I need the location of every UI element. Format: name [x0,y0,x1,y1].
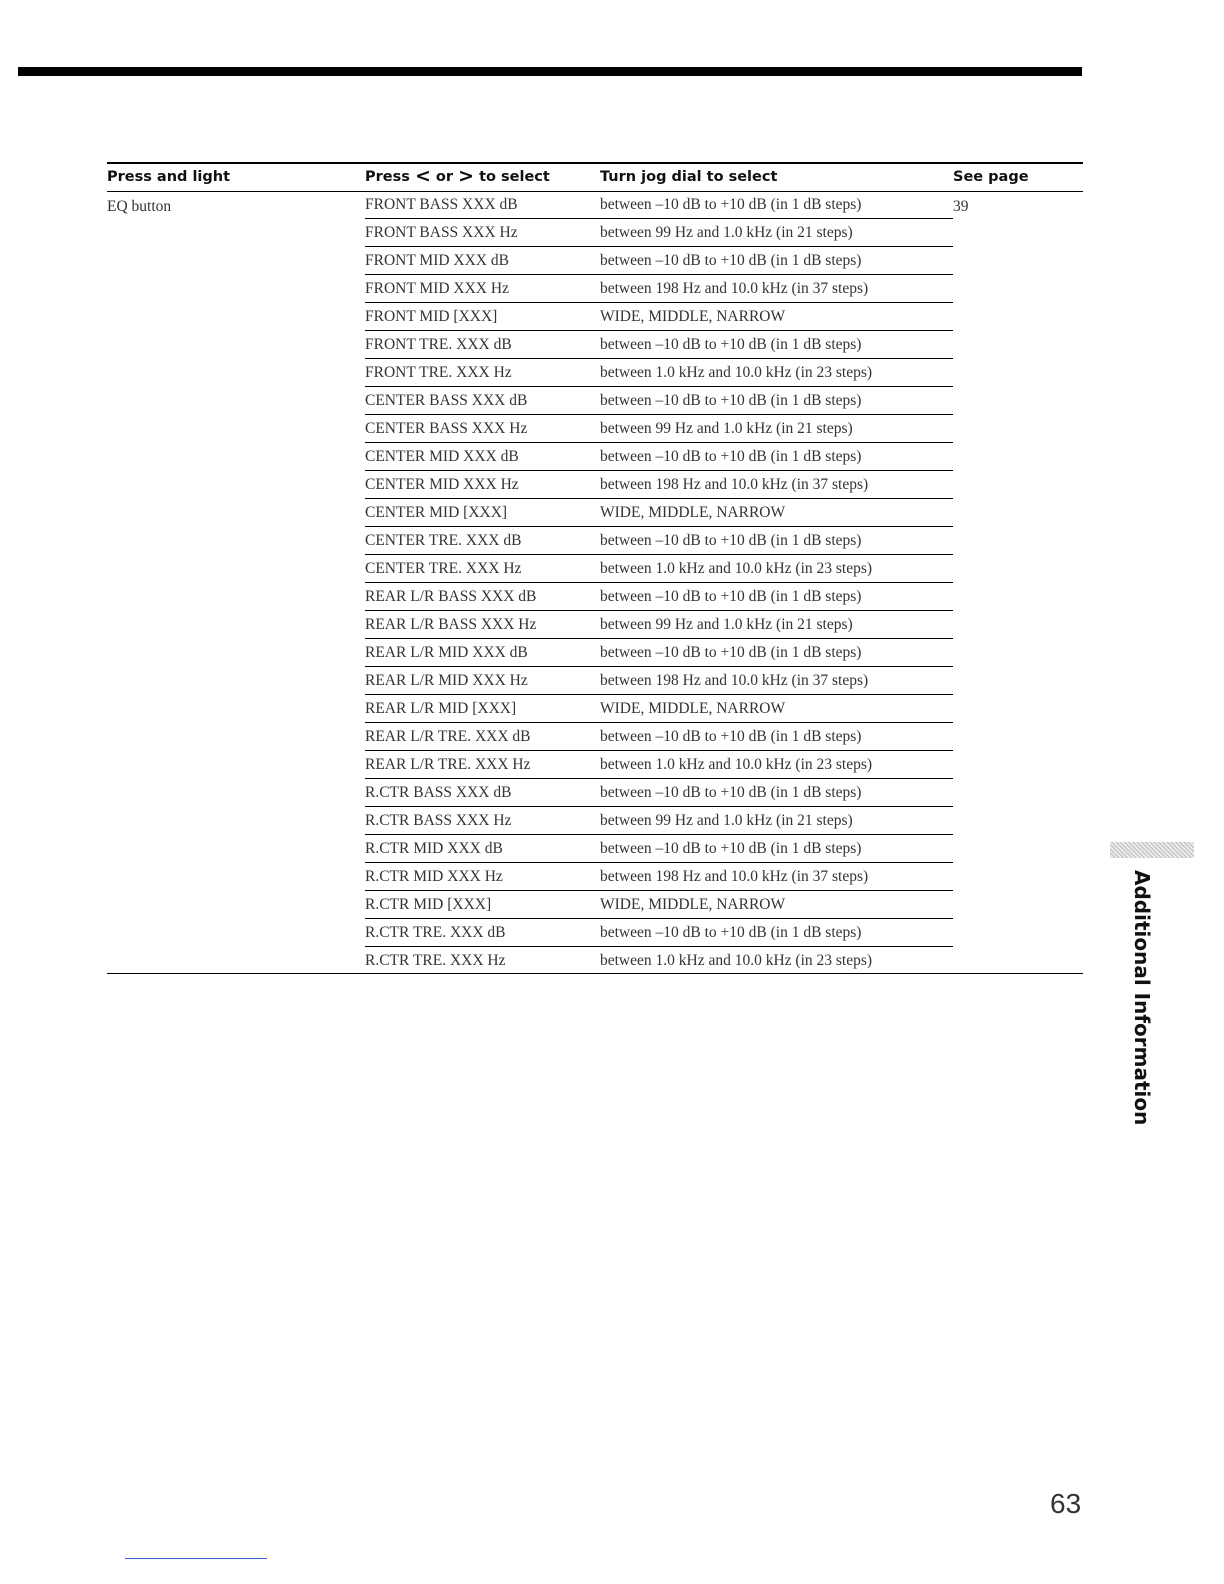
select-item: R.CTR BASS XXX Hz [365,812,512,829]
select-item: FRONT MID XXX dB [365,252,509,269]
select-item: REAR L/R MID XXX dB [365,644,528,661]
select-item: REAR L/R TRE. XXX dB [365,728,531,745]
jog-range: between 198 Hz and 10.0 kHz (in 37 steps) [600,672,869,689]
select-item: R.CTR TRE. XXX Hz [365,952,506,969]
jog-range: between 1.0 kHz and 10.0 kHz (in 23 steps) [600,364,873,381]
select-item: R.CTR BASS XXX dB [365,784,512,801]
jog-range: between 198 Hz and 10.0 kHz (in 37 steps) [600,476,869,493]
jog-range: WIDE, MIDDLE, NARROW [600,700,786,717]
page-number: 63 [1050,1488,1082,1519]
header-press-or: or [435,169,454,185]
jog-range: between 99 Hz and 1.0 kHz (in 21 steps) [600,812,853,829]
select-item: CENTER TRE. XXX Hz [365,560,522,577]
jog-range: WIDE, MIDDLE, NARROW [600,896,786,913]
table-row [365,611,953,639]
jog-range: between –10 dB to +10 dB (in 1 dB steps) [600,840,862,857]
jog-range: between –10 dB to +10 dB (in 1 dB steps) [600,728,862,745]
select-item: CENTER BASS XXX Hz [365,420,528,437]
table-row [365,471,953,499]
side-tab-marker [1110,842,1194,858]
header-press-prefix: Press [365,169,410,185]
table-row [365,415,953,443]
table-row [365,695,953,723]
table-row [365,723,953,751]
footer-rule [125,1558,267,1559]
select-item: FRONT MID [XXX] [365,308,498,325]
top-rule [18,67,1082,76]
table-row [365,891,953,919]
jog-range: between –10 dB to +10 dB (in 1 dB steps) [600,924,862,941]
select-item: FRONT TRE. XXX dB [365,336,512,353]
jog-range: between 99 Hz and 1.0 kHz (in 21 steps) [600,616,853,633]
table-row [365,779,953,807]
table-row [365,275,953,303]
header-press-and-light: Press and light [107,169,231,185]
select-item: CENTER MID XXX dB [365,448,519,465]
jog-range: between 198 Hz and 10.0 kHz (in 37 steps) [600,868,869,885]
select-item: REAR L/R TRE. XXX Hz [365,756,531,773]
table-row [365,443,953,471]
table-row [365,359,953,387]
table-row [365,219,953,247]
jog-range: WIDE, MIDDLE, NARROW [600,308,786,325]
jog-range: between 99 Hz and 1.0 kHz (in 21 steps) [600,224,853,241]
table-row [365,499,953,527]
select-item: CENTER TRE. XXX dB [365,532,522,549]
right-arrow-icon: > [458,165,475,187]
table-row [365,191,953,219]
jog-range: between 1.0 kHz and 10.0 kHz (in 23 steps) [600,560,873,577]
jog-range: between 1.0 kHz and 10.0 kHz (in 23 steps) [600,756,873,773]
select-item: R.CTR MID [XXX] [365,896,492,913]
select-item: FRONT BASS XXX Hz [365,224,518,241]
table-row [365,919,953,947]
jog-range: WIDE, MIDDLE, NARROW [600,504,786,521]
jog-range: between –10 dB to +10 dB (in 1 dB steps) [600,588,862,605]
left-arrow-icon: < [414,165,431,187]
header-turn-jog-dial: Turn jog dial to select [600,169,778,185]
table-row [365,807,953,835]
side-section-label: Additional Information [1130,870,1154,1126]
jog-range: between –10 dB to +10 dB (in 1 dB steps) [600,336,862,353]
table-header [107,164,1083,192]
table-row [365,751,953,779]
table-bottom-rule [107,973,1083,974]
jog-range: between 1.0 kHz and 10.0 kHz (in 23 steps) [600,952,873,969]
select-item: CENTER BASS XXX dB [365,392,528,409]
select-item: R.CTR TRE. XXX dB [365,924,506,941]
jog-range: between –10 dB to +10 dB (in 1 dB steps) [600,392,862,409]
select-item: R.CTR MID XXX Hz [365,868,503,885]
table-row [365,667,953,695]
select-item: REAR L/R MID [XXX] [365,700,517,717]
header-press-to-select [365,165,550,187]
press-and-light-value: EQ button [107,198,172,215]
select-item: R.CTR MID XXX dB [365,840,503,857]
see-page-value: 39 [953,198,969,215]
table-row [365,863,953,891]
table-row [365,247,953,275]
table-row [365,331,953,359]
header-see-page: See page [953,169,1029,185]
header-press-suffix: to select [479,169,550,185]
table-row [365,527,953,555]
table-row [365,303,953,331]
table-row [365,387,953,415]
select-item: FRONT TRE. XXX Hz [365,364,512,381]
select-item: REAR L/R BASS XXX Hz [365,616,537,633]
table-row [365,947,953,974]
select-item: REAR L/R MID XXX Hz [365,672,528,689]
select-item: CENTER MID XXX Hz [365,476,519,493]
table-row [365,639,953,667]
jog-range: between –10 dB to +10 dB (in 1 dB steps) [600,196,862,213]
jog-range: between –10 dB to +10 dB (in 1 dB steps) [600,644,862,661]
select-item: REAR L/R BASS XXX dB [365,588,537,605]
jog-range: between –10 dB to +10 dB (in 1 dB steps) [600,448,862,465]
table-row [365,835,953,863]
jog-range: between 99 Hz and 1.0 kHz (in 21 steps) [600,420,853,437]
jog-range: between 198 Hz and 10.0 kHz (in 37 steps) [600,280,869,297]
jog-range: between –10 dB to +10 dB (in 1 dB steps) [600,532,862,549]
table-rows [365,191,953,974]
select-item: FRONT BASS XXX dB [365,196,518,213]
table-row [365,583,953,611]
jog-range: between –10 dB to +10 dB (in 1 dB steps) [600,252,862,269]
jog-range: between –10 dB to +10 dB (in 1 dB steps) [600,784,862,801]
select-item: CENTER MID [XXX] [365,504,508,521]
select-item: FRONT MID XXX Hz [365,280,509,297]
table-row [365,555,953,583]
